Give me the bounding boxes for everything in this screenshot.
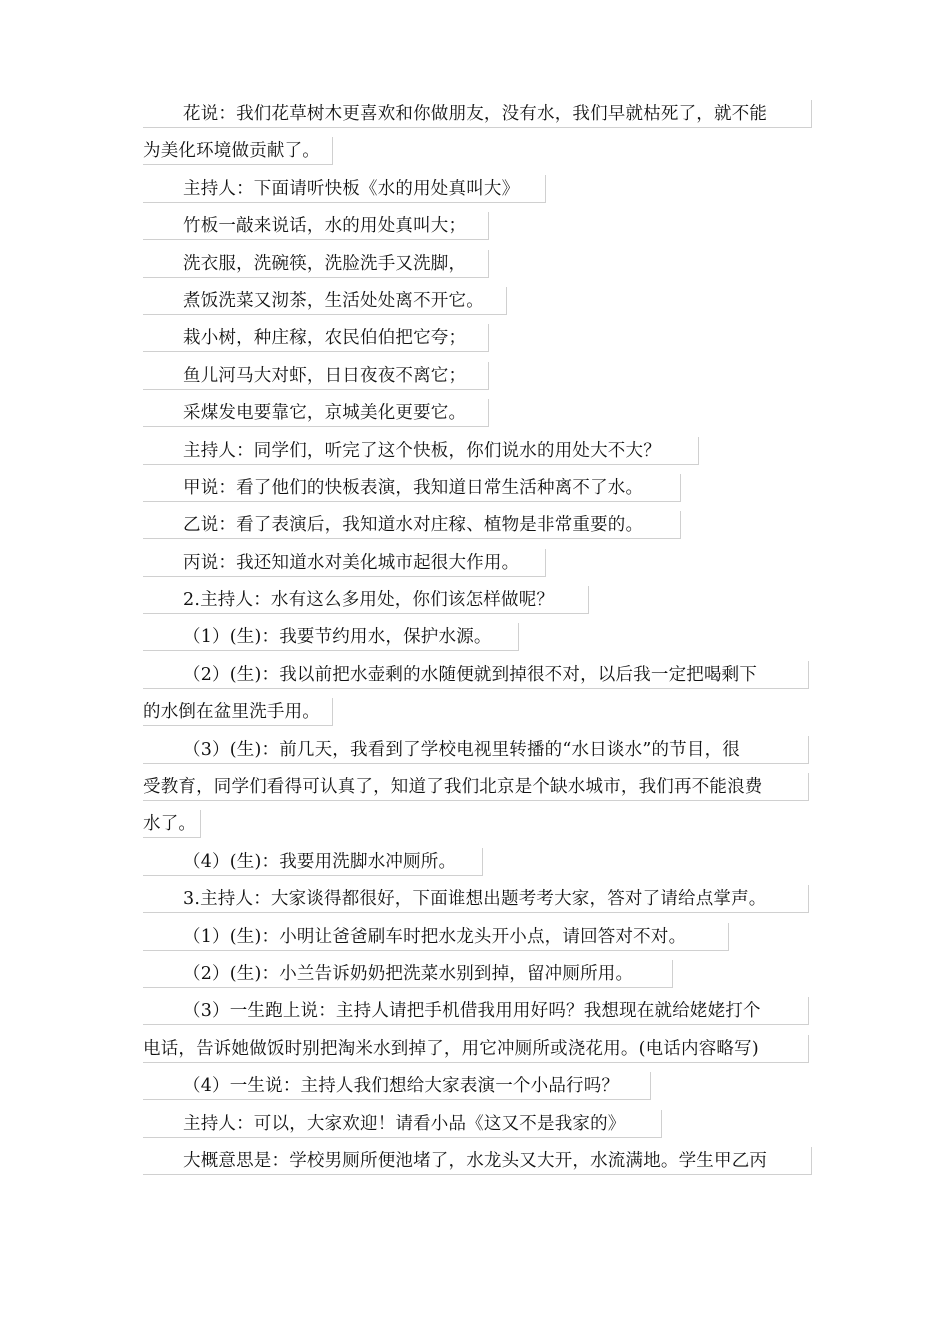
- text-line: 的水倒在盆里洗手用。: [143, 698, 333, 726]
- text-line: （3）一生跑上说：主持人请把手机借我用用好吗？我想现在就给姥姥打个: [143, 997, 809, 1025]
- text-line: 3.主持人：大家谈得都很好，下面谁想出题考考大家，答对了请给点掌声。: [143, 885, 809, 913]
- text-line: （1）(生)：小明让爸爸刷车时把水龙头开小点，请回答对不对。: [143, 923, 729, 951]
- text-line: 2.主持人：水有这么多用处，你们该怎样做呢？: [143, 586, 589, 614]
- text-line: 主持人：同学们，听完了这个快板，你们说水的用处大不大？: [143, 437, 699, 465]
- text-line: 水了。: [143, 810, 201, 838]
- document-body: [143, 100, 813, 1184]
- text-line: 为美化环境做贡献了。: [143, 137, 333, 165]
- text-line: 竹板一敲来说话，水的用处真叫大；: [143, 212, 489, 240]
- text-line: 花说：我们花草树木更喜欢和你做朋友，没有水，我们早就枯死了，就不能: [143, 100, 812, 128]
- text-line: （1）(生)：我要节约用水，保护水源。: [143, 623, 519, 651]
- text-line: 电话，告诉她做饭时别把淘米水到掉了，用它冲厕所或浇花用。(电话内容略写): [143, 1035, 809, 1063]
- text-line: （4）一生说：主持人我们想给大家表演一个小品行吗？: [143, 1072, 651, 1100]
- text-line: （3）(生)：前几天，我看到了学校电视里转播的“水日谈水”的节目，很: [143, 736, 809, 764]
- text-line: 洗衣服，洗碗筷，洗脸洗手又洗脚，: [143, 250, 489, 278]
- text-line: 甲说：看了他们的快板表演，我知道日常生活种离不了水。: [143, 474, 681, 502]
- text-line: （2）(生)：我以前把水壶剩的水随便就到掉很不对，以后我一定把喝剩下: [143, 661, 809, 689]
- text-line: 煮饭洗菜又沏茶，生活处处离不开它。: [143, 287, 507, 315]
- text-line: 鱼儿河马大对虾，日日夜夜不离它；: [143, 362, 489, 390]
- text-line: （2）(生)：小兰告诉奶奶把洗菜水别到掉，留冲厕所用。: [143, 960, 673, 988]
- text-line: 采煤发电要靠它，京城美化更要它。: [143, 399, 489, 427]
- text-line: 大概意思是：学校男厕所便池堵了，水龙头又大开，水流满地。学生甲乙丙: [143, 1147, 812, 1175]
- text-line: 受教育，同学们看得可认真了，知道了我们北京是个缺水城市，我们再不能浪费: [143, 773, 809, 801]
- text-line: 乙说：看了表演后，我知道水对庄稼、植物是非常重要的。: [143, 511, 681, 539]
- text-line: 丙说：我还知道水对美化城市起很大作用。: [143, 549, 546, 577]
- text-line: 主持人：可以，大家欢迎！请看小品《这又不是我家的》: [143, 1110, 662, 1138]
- text-line: 主持人：下面请听快板《水的用处真叫大》: [143, 175, 546, 203]
- text-line: 栽小树，种庄稼，农民伯伯把它夸；: [143, 324, 489, 352]
- text-line: （4）(生)：我要用洗脚水冲厕所。: [143, 848, 483, 876]
